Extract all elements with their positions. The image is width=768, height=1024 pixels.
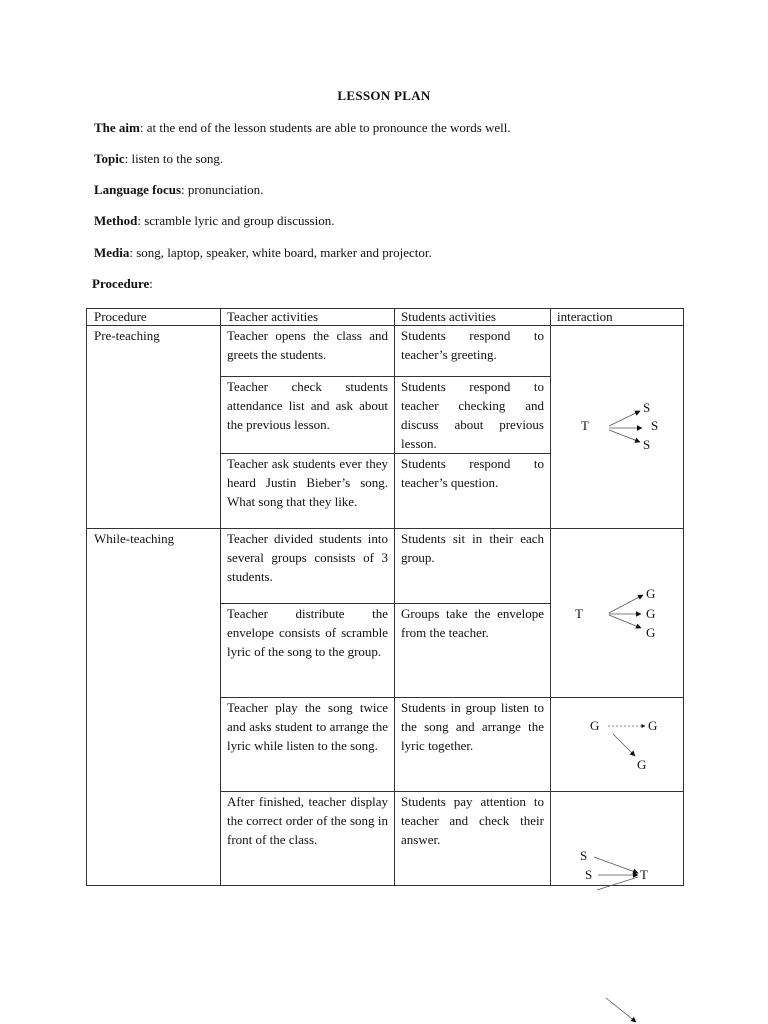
target-g-2: G: [646, 606, 656, 621]
stage-while-teaching: While-teaching: [87, 529, 221, 886]
procedure-label: Procedure: [92, 276, 150, 291]
student-activity: Groups take the envelope from the teacher.: [395, 604, 551, 698]
teacher-activity: After finished, teacher display the correct order of the song in front of the class.: [221, 792, 395, 886]
arrow-s-to-t-1: [594, 857, 638, 873]
aim-line: [94, 120, 511, 136]
continuation-arrow-icon: [596, 990, 646, 1024]
target-g-1: G: [646, 586, 656, 601]
aim-label: The aim: [94, 120, 140, 135]
arrow-to-s-3: [609, 430, 640, 442]
header-teacher-activities: Teacher activities: [221, 309, 395, 326]
student-activity: Students pay attention to teacher and check their answer.: [395, 792, 551, 886]
student-activity: Students respond to teacher’s greeting.: [395, 326, 551, 377]
target-s-2: S: [651, 418, 659, 433]
interaction-t-to-s: [551, 326, 684, 529]
stage-pre-teaching: Pre-teaching: [87, 326, 221, 529]
topic-label: Topic: [94, 151, 125, 166]
procedure-value: :: [149, 276, 153, 291]
t-to-s-diagram: [551, 326, 683, 526]
arrow-g-to-g-diag: [613, 734, 635, 756]
target-s-3: S: [643, 437, 651, 452]
teacher-activity: Teacher check students attendance list and ask about the previous lesson.: [221, 377, 395, 454]
language-focus-label: Language focus: [94, 182, 182, 197]
method-line: [94, 213, 334, 229]
table-header-row: [87, 309, 684, 326]
header-students-activities: Students activities: [395, 309, 551, 326]
interaction-s-to-t: [551, 792, 684, 886]
table-row: [87, 529, 684, 604]
g-to-g-diagram: [551, 698, 683, 792]
header-procedure: Procedure: [87, 309, 221, 326]
student-activity: Students in group listen to the song and arrange the lyric together.: [395, 698, 551, 792]
topic-line: [94, 151, 223, 167]
target-g-3: G: [646, 625, 656, 640]
arrow-to-g-1: [609, 595, 643, 613]
teacher-activity: Teacher play the song twice and asks student to arrange the lyric while listen to the song.: [221, 698, 395, 792]
topic-value: : listen to the song.: [124, 151, 224, 166]
target-t: T: [640, 867, 648, 882]
target-s-1: S: [643, 400, 651, 415]
group-g-1: G: [590, 718, 600, 733]
interaction-g-to-g: [551, 698, 684, 792]
source-s-1: S: [580, 848, 588, 863]
student-activity: Students respond to teacher checking and discuss about previous lesson.: [395, 377, 551, 454]
arrow-s-to-t-3: [597, 877, 638, 890]
method-label: Method: [94, 213, 138, 228]
student-activity: Students respond to teacher’s question.: [395, 454, 551, 529]
language-focus-value: : pronunciation.: [181, 182, 264, 197]
media-label: Media: [94, 245, 130, 260]
group-g-2: G: [648, 718, 658, 733]
method-value: : scramble lyric and group discussion.: [137, 213, 335, 228]
group-g-3: G: [637, 757, 647, 772]
student-activity: Students sit in their each group.: [395, 529, 551, 604]
teacher-activity: Teacher distribute the envelope consists of scramble lyric of the song to the group.: [221, 604, 395, 698]
teacher-activity: Teacher ask students ever they heard Justin Bieber’s song. What song that they like.: [221, 454, 395, 529]
table-row: [87, 326, 684, 377]
language-focus-line: [94, 182, 263, 198]
header-interaction: interaction: [551, 309, 684, 326]
arrow-to-s-1: [609, 411, 640, 426]
source-t: T: [581, 418, 589, 433]
interaction-t-to-g: [551, 529, 684, 698]
teacher-activity: Teacher opens the class and greets the students.: [221, 326, 395, 377]
media-line: [94, 245, 432, 261]
t-to-g-diagram: [551, 529, 683, 697]
procedure-table: [86, 308, 684, 886]
aim-value: : at the end of the lesson students are able to pronounce the words well.: [139, 120, 511, 135]
page-title: LESSON PLAN: [337, 88, 431, 103]
source-s-2: S: [585, 867, 593, 882]
procedure-line: [92, 276, 153, 292]
media-value: : song, laptop, speaker, white board, marker and projector.: [129, 245, 432, 260]
arrow-to-g-3: [609, 615, 641, 628]
source-t: T: [575, 606, 583, 621]
teacher-activity: Teacher divided students into several groups consists of 3 students.: [221, 529, 395, 604]
s-to-t-diagram: [551, 792, 683, 892]
